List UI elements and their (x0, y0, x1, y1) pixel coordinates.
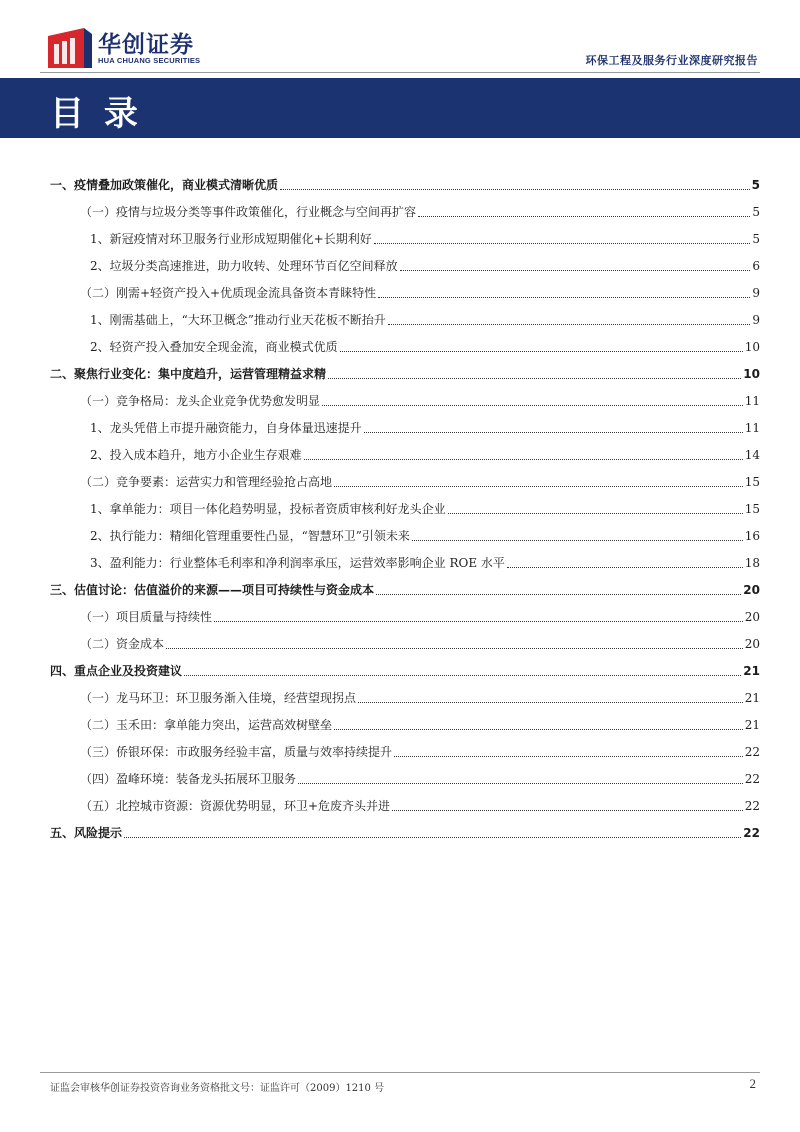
toc-dot-leader (304, 458, 743, 460)
toc-entry-page: 18 (744, 556, 760, 570)
toc-entry-page: 10 (744, 340, 760, 354)
toc-entry-page: 22 (743, 826, 760, 840)
toc-entry[interactable] (50, 573, 760, 600)
toc-entry[interactable] (50, 384, 760, 411)
toc-dot-leader (392, 809, 743, 811)
logo-name-cn: 华创证券 (98, 32, 194, 58)
toc-entry[interactable] (50, 465, 760, 492)
toc-entry[interactable] (50, 357, 760, 384)
toc-dot-leader (340, 350, 743, 352)
toc-dot-leader (400, 269, 750, 271)
toc-entry-title: （四）盈峰环境：装备龙头拓展环卫服务 (80, 772, 297, 786)
toc-dot-leader (184, 674, 741, 676)
toc-entry-page: 11 (744, 394, 760, 408)
toc-dot-leader (334, 728, 743, 730)
toc-entry-page: 16 (744, 529, 760, 543)
toc-entry-page: 9 (752, 313, 760, 327)
toc-entry-title: （二）资金成本 (80, 637, 165, 651)
toc-dot-leader (374, 242, 750, 244)
toc-entry-title: （二）竞争要素：运营实力和管理经验抢占高地 (80, 475, 333, 489)
toc-entry[interactable] (50, 330, 760, 357)
toc-entry-title: （一）竞争格局：龙头企业竞争优势愈发明显 (80, 394, 321, 408)
toc-entry[interactable] (50, 816, 760, 843)
toc-dot-leader (418, 215, 750, 217)
toc-dot-leader (364, 431, 743, 433)
toc-entry[interactable] (50, 708, 760, 735)
toc-entry-title: 五、风险提示 (50, 826, 123, 840)
toc-dot-leader (298, 782, 743, 784)
page-number: 2 (749, 1076, 756, 1091)
toc-entry-title: （一）疫情与垃圾分类等事件政策催化，行业概念与空间再扩容 (80, 205, 417, 219)
toc-entry[interactable] (50, 735, 760, 762)
report-type-label: 环保工程及服务行业深度研究报告 (585, 54, 758, 67)
toc-entry-title: （一）龙马环卫：环卫服务渐入佳境，经营望现拐点 (80, 691, 357, 705)
toc-entry[interactable] (50, 789, 760, 816)
toc-dot-leader (448, 512, 743, 514)
toc-entry[interactable] (50, 303, 760, 330)
toc-entry[interactable] (50, 492, 760, 519)
toc-entry-title: 一、疫情叠加政策催化，商业模式清晰优质 (50, 178, 279, 192)
toc-entry-title: 二、聚焦行业变化：集中度趋升，运营管理精益求精 (50, 367, 327, 381)
toc-entry[interactable] (50, 600, 760, 627)
toc-entry[interactable] (50, 438, 760, 465)
toc-entry-title: 三、估值讨论：估值溢价的来源——项目可持续性与资金成本 (50, 583, 375, 597)
toc-entry[interactable] (50, 276, 760, 303)
toc-entry[interactable] (50, 546, 760, 573)
toc-entry-page: 22 (744, 772, 760, 786)
toc-entry-page: 21 (744, 718, 760, 732)
toc-dot-leader (376, 593, 741, 595)
toc-dot-leader (378, 296, 750, 298)
toc-entry-page: 22 (744, 799, 760, 813)
toc-entry-page: 22 (744, 745, 760, 759)
toc-dot-leader (412, 539, 743, 541)
toc-dot-leader (214, 620, 743, 622)
table-of-contents (50, 168, 760, 843)
toc-entry[interactable] (50, 519, 760, 546)
toc-entry-page: 10 (743, 367, 760, 381)
toc-entry-title: 2、执行能力：精细化管理重要性凸显，“智慧环卫”引领未来 (90, 529, 410, 543)
logo-mark-icon (48, 28, 92, 68)
toc-dot-leader (394, 755, 743, 757)
toc-entry-page: 14 (744, 448, 760, 462)
toc-entry-title: 1、拿单能力：项目一体化趋势明显，投标者资质审核利好龙头企业 (90, 502, 446, 516)
toc-entry-page: 6 (752, 259, 760, 273)
page-header (0, 0, 800, 80)
company-logo[interactable] (40, 26, 210, 70)
toc-entry-title: （二）刚需+轻资产投入+优质现金流具备资本青睐特性 (80, 286, 377, 300)
toc-dot-leader (358, 701, 743, 703)
toc-dot-leader (124, 836, 741, 838)
toc-entry[interactable] (50, 681, 760, 708)
footer-divider (40, 1072, 760, 1073)
toc-entry[interactable] (50, 654, 760, 681)
toc-entry-page: 15 (744, 475, 760, 489)
toc-entry-page: 20 (744, 610, 760, 624)
toc-entry[interactable] (50, 168, 760, 195)
toc-entry-title: 2、轻资产投入叠加安全现金流，商业模式优质 (90, 340, 338, 354)
toc-entry-page: 15 (744, 502, 760, 516)
toc-entry-title: 1、新冠疫情对环卫服务行业形成短期催化+长期利好 (90, 232, 372, 246)
toc-dot-leader (166, 647, 743, 649)
toc-entry-page: 5 (751, 178, 760, 192)
toc-entry-title: 2、垃圾分类高速推进，助力收转、处理环节百亿空间释放 (90, 259, 398, 273)
toc-dot-leader (507, 566, 743, 568)
toc-entry[interactable] (50, 762, 760, 789)
toc-entry-page: 5 (752, 205, 760, 219)
toc-entry-page: 21 (743, 664, 760, 678)
toc-entry-title: 3、盈利能力：行业整体毛利率和净利润率承压，运营效率影响企业 ROE 水平 (90, 556, 505, 570)
toc-dot-leader (328, 377, 741, 379)
toc-entry-title: 四、重点企业及投资建议 (50, 664, 183, 678)
toc-entry-title: 1、龙头凭借上市提升融资能力，自身体量迅速提升 (90, 421, 362, 435)
toc-entry-page: 21 (744, 691, 760, 705)
toc-entry[interactable] (50, 627, 760, 654)
toc-dot-leader (280, 188, 750, 190)
page-title: 目 录 (50, 94, 142, 134)
toc-entry-page: 5 (752, 232, 760, 246)
header-divider (40, 72, 760, 73)
toc-entry-title: （三）侨银环保：市政服务经验丰富，质量与效率持续提升 (80, 745, 393, 759)
toc-entry-title: （五）北控城市资源：资源优势明显，环卫+危废齐头并进 (80, 799, 391, 813)
toc-entry[interactable] (50, 195, 760, 222)
toc-entry-page: 20 (743, 583, 760, 597)
toc-entry[interactable] (50, 411, 760, 438)
toc-entry-page: 20 (744, 637, 760, 651)
toc-entry-title: （二）玉禾田：拿单能力突出，运营高效树壁垒 (80, 718, 333, 732)
toc-entry-page: 9 (752, 286, 760, 300)
toc-entry[interactable] (50, 222, 760, 249)
toc-dot-leader (322, 404, 743, 406)
logo-name-en: HUA CHUANG SECURITIES (98, 56, 201, 65)
toc-dot-leader (334, 485, 743, 487)
title-banner (0, 78, 800, 138)
toc-entry-page: 11 (744, 421, 760, 435)
toc-entry-title: 1、刚需基础上，“大环卫概念”推动行业天花板不断抬升 (90, 313, 386, 327)
toc-entry-title: （一）项目质量与持续性 (80, 610, 213, 624)
toc-entry-title: 2、投入成本趋升，地方小企业生存艰难 (90, 448, 302, 462)
toc-entry[interactable] (50, 249, 760, 276)
footer-license: 证监会审核华创证券投资咨询业务资格批文号：证监许可（2009）1210 号 (50, 1083, 385, 1094)
toc-dot-leader (388, 323, 750, 325)
